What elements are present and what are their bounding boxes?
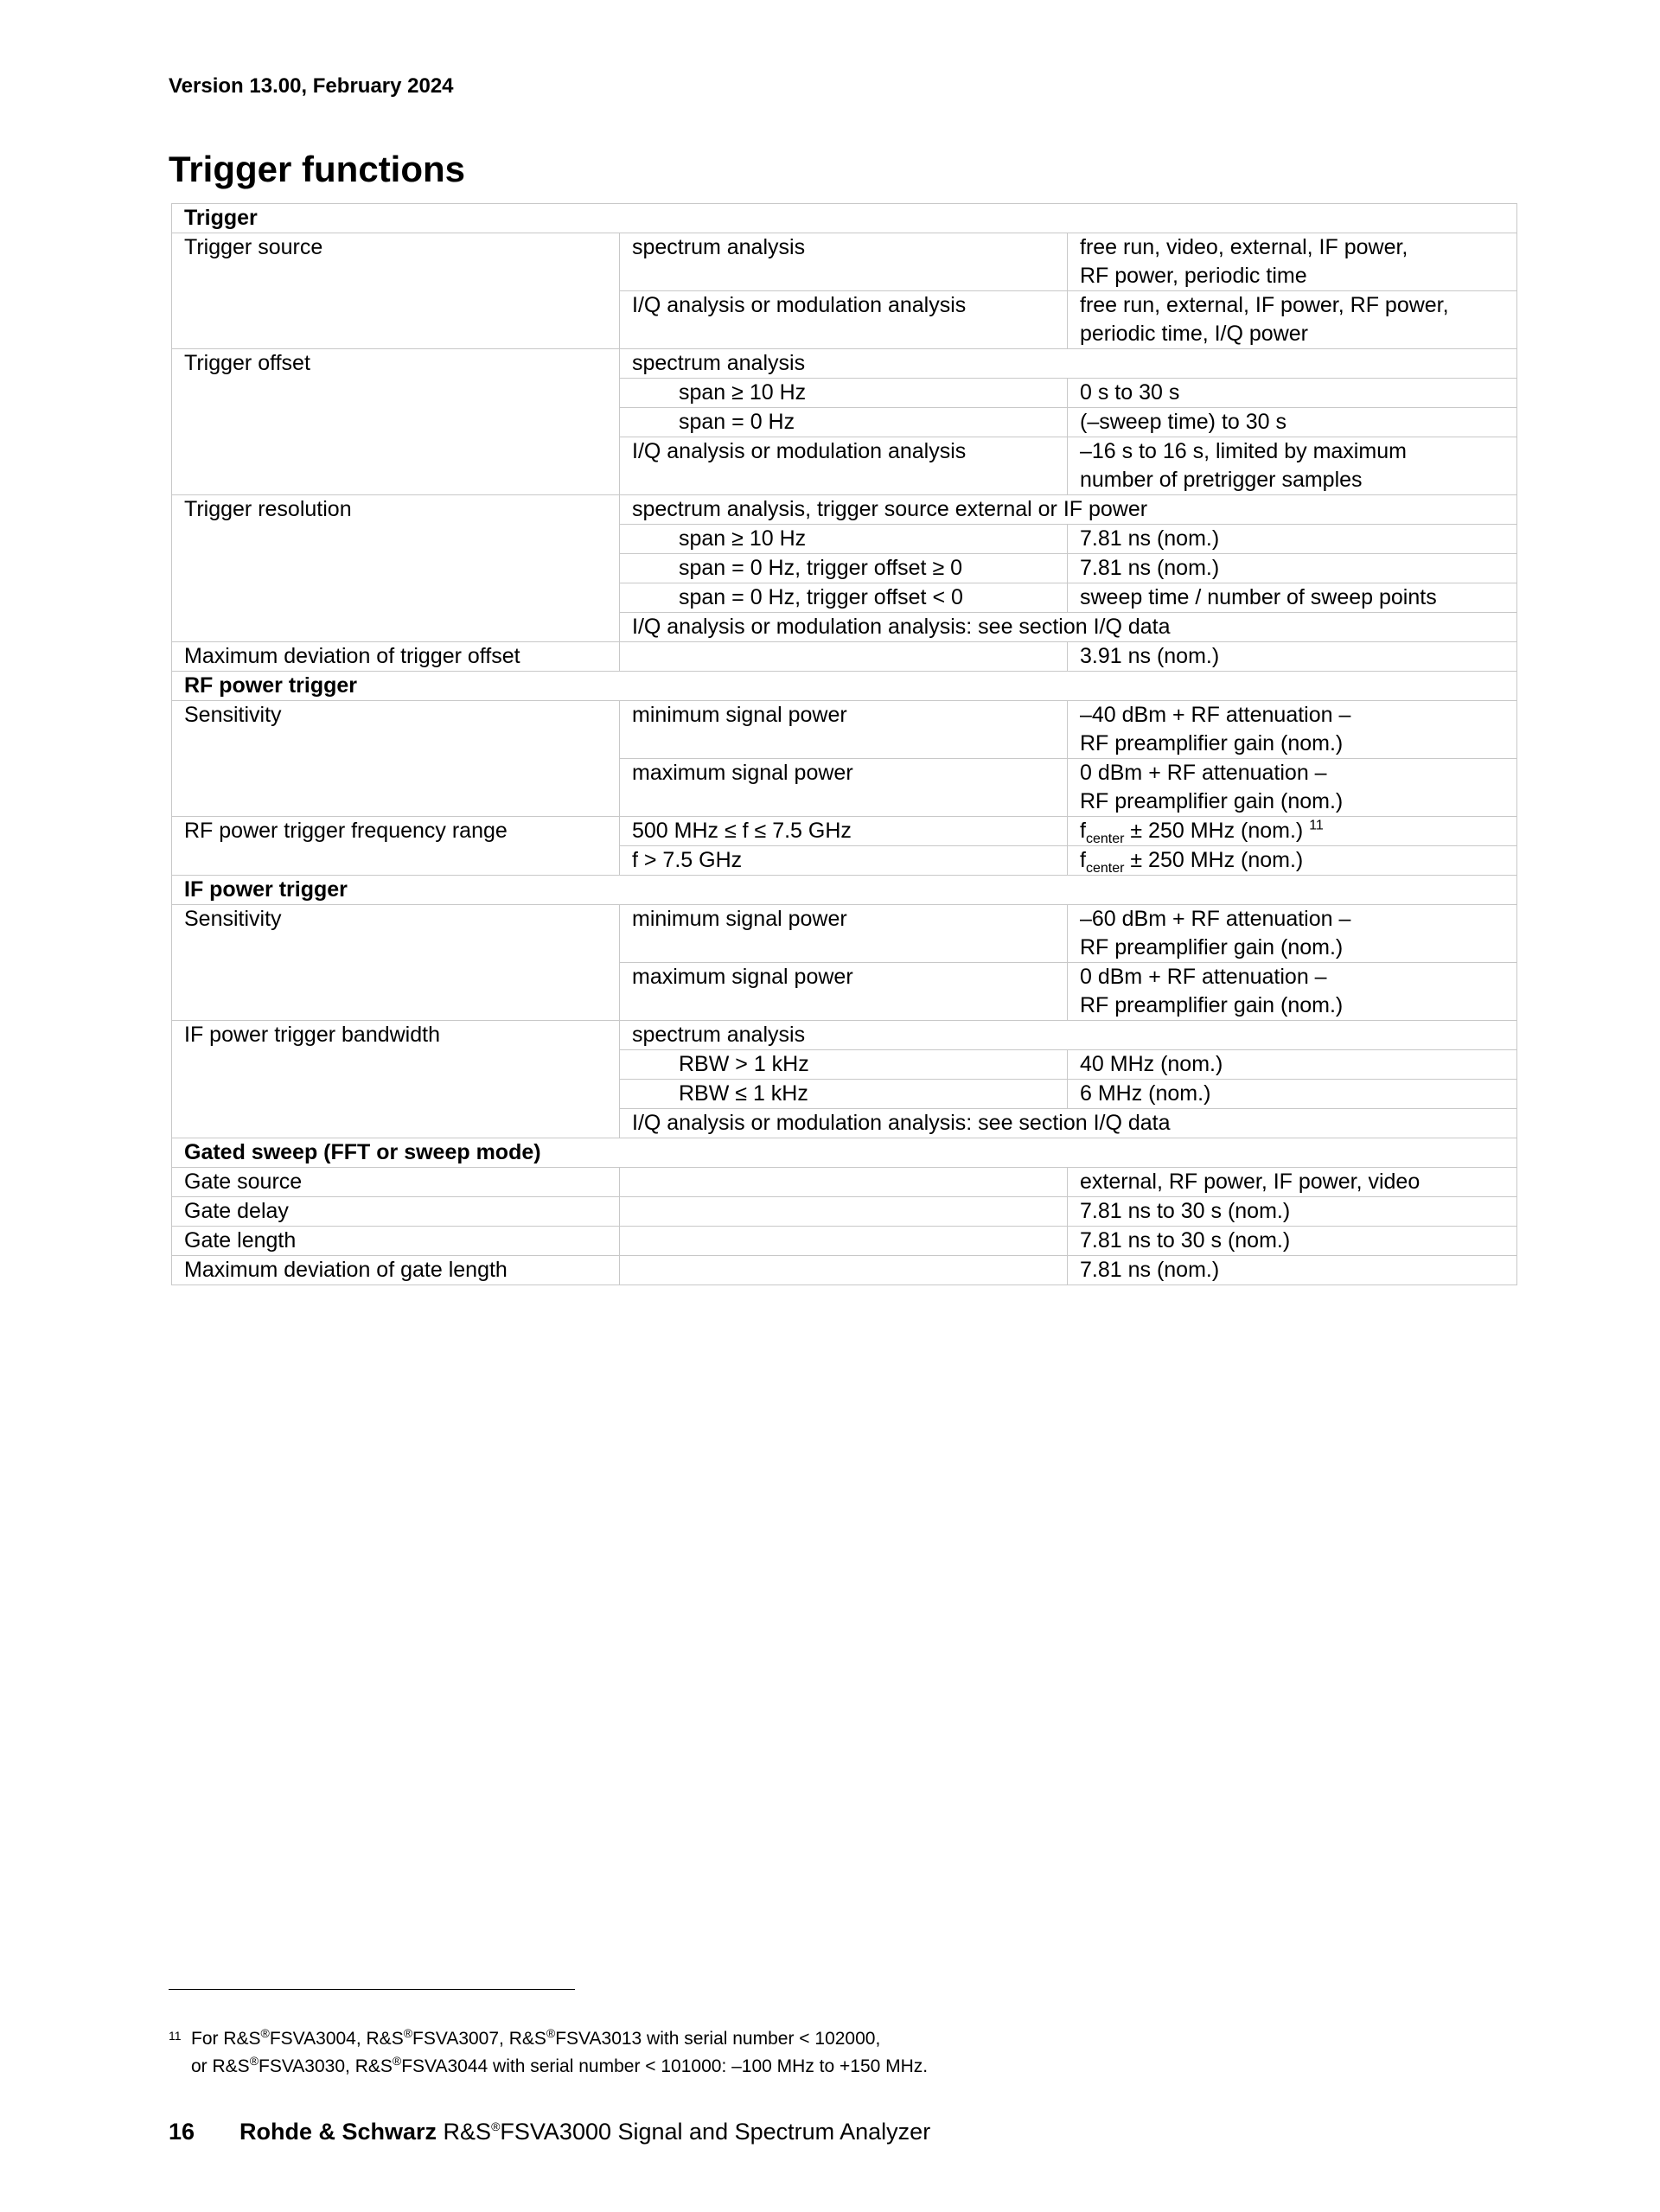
sub-condition-cell: span = 0 Hz [620, 408, 1068, 437]
param-label: RF power trigger frequency range [172, 817, 620, 876]
value-cell: sweep time / number of sweep points [1068, 583, 1517, 613]
footnote-text: FSVA3044 with serial number < 101000: –100 MHz to +150 MHz. [401, 2056, 929, 2076]
value-cell [1068, 817, 1517, 846]
sub-condition-cell: span ≥ 10 Hz [620, 379, 1068, 408]
value-line: –40 dBm + RF attenuation – [1080, 703, 1351, 727]
value-cell [1068, 437, 1517, 495]
table-row [172, 1256, 1517, 1285]
param-label: Gate source [172, 1168, 620, 1197]
sub-condition-cell: span = 0 Hz, trigger offset ≥ 0 [620, 554, 1068, 583]
section-row-rf-power-trigger [172, 672, 1517, 701]
registered-mark: ® [260, 2026, 270, 2040]
trigger-spec-table [171, 203, 1517, 1285]
footnote-text: or R&S [191, 2056, 250, 2076]
value-line: periodic time, I/Q power [1080, 322, 1308, 346]
empty-cell [620, 1197, 1068, 1227]
param-label: IF power trigger bandwidth [172, 1021, 620, 1138]
value-line: 0 dBm + RF attenuation – [1080, 965, 1327, 989]
value-cell [1068, 905, 1517, 963]
table-row [172, 905, 1517, 963]
empty-cell [620, 1227, 1068, 1256]
product-name-rest: FSVA3000 Signal and Spectrum Analyzer [500, 2119, 931, 2145]
brand-name: Rohde & Schwarz [239, 2119, 437, 2145]
condition-cell: 500 MHz ≤ f ≤ 7.5 GHz [620, 817, 1068, 846]
value-text: ± 250 MHz (nom.) [1124, 848, 1304, 872]
condition-cell: I/Q analysis or modulation analysis [620, 291, 1068, 349]
table-row [172, 817, 1517, 846]
condition-cell: minimum signal power [620, 701, 1068, 759]
sub-condition-cell: RBW > 1 kHz [620, 1050, 1068, 1080]
param-label: Trigger source [172, 233, 620, 349]
value-line: RF preamplifier gain (nom.) [1080, 935, 1344, 959]
param-label: Sensitivity [172, 905, 620, 1021]
value-cell: 0 s to 30 s [1068, 379, 1517, 408]
value-cell: 7.81 ns to 30 s (nom.) [1068, 1197, 1517, 1227]
page-number: 16 [169, 2119, 195, 2145]
footnote-text: FSVA3007, R&S [412, 2029, 546, 2049]
footnote-text: For R&S [191, 2029, 261, 2049]
value-line: number of pretrigger samples [1080, 468, 1363, 492]
value-line: –16 s to 16 s, limited by maximum [1080, 439, 1407, 463]
condition-cell: minimum signal power [620, 905, 1068, 963]
section-row-if-power-trigger [172, 876, 1517, 905]
section-row-trigger [172, 204, 1517, 233]
value-cell: external, RF power, IF power, video [1068, 1168, 1517, 1197]
sub-condition-cell: RBW ≤ 1 kHz [620, 1080, 1068, 1109]
value-cell [1068, 701, 1517, 759]
value-line: RF preamplifier gain (nom.) [1080, 789, 1344, 813]
param-label: Sensitivity [172, 701, 620, 817]
page-title: Trigger functions [169, 149, 466, 189]
sub-condition-cell: span = 0 Hz, trigger offset < 0 [620, 583, 1068, 613]
table-row [172, 1227, 1517, 1256]
value-subscript: center [1085, 832, 1125, 846]
footnote-number: 11 [169, 2029, 182, 2043]
value-cell [1068, 291, 1517, 349]
value-cell: 7.81 ns (nom.) [1068, 525, 1517, 554]
condition-cell: maximum signal power [620, 963, 1068, 1021]
condition-cell: f > 7.5 GHz [620, 846, 1068, 876]
value-line: RF power, periodic time [1080, 264, 1307, 288]
section-title: IF power trigger [172, 876, 1517, 905]
document-version: Version 13.00, February 2024 [169, 74, 454, 98]
footnote-line-2 [169, 2053, 928, 2081]
sub-condition-cell: span ≥ 10 Hz [620, 525, 1068, 554]
value-line: free run, video, external, IF power, [1080, 235, 1408, 259]
registered-mark: ® [392, 2054, 402, 2068]
section-title: Trigger [172, 204, 1517, 233]
table-row [172, 349, 1517, 379]
empty-cell [620, 642, 1068, 672]
condition-cell: spectrum analysis [620, 349, 1517, 379]
footnote-text: FSVA3004, R&S [269, 2029, 404, 2049]
value-subscript: center [1085, 861, 1125, 876]
footnote-text: FSVA3013 with serial number < 102000, [555, 2029, 881, 2049]
table-row [172, 642, 1517, 672]
condition-cell: I/Q analysis or modulation analysis: see section I/Q data [620, 1109, 1517, 1138]
table-row [172, 1021, 1517, 1050]
section-title: RF power trigger [172, 672, 1517, 701]
page-footer [169, 2119, 930, 2145]
value-symbol: f [1080, 848, 1086, 872]
registered-mark: ® [546, 2026, 556, 2040]
condition-cell: spectrum analysis, trigger source external or IF power [620, 495, 1517, 525]
condition-cell: I/Q analysis or modulation analysis: see section I/Q data [620, 613, 1517, 642]
value-line: free run, external, IF power, RF power, [1080, 293, 1449, 317]
value-cell: 6 MHz (nom.) [1068, 1080, 1517, 1109]
section-row-gated-sweep [172, 1138, 1517, 1168]
param-label: Trigger offset [172, 349, 620, 495]
param-label: Gate length [172, 1227, 620, 1256]
value-text: ± 250 MHz (nom.) [1124, 819, 1310, 843]
param-label: Maximum deviation of trigger offset [172, 642, 620, 672]
footnote [169, 2025, 928, 2081]
footnote-line-1 [169, 2025, 928, 2053]
condition-cell: maximum signal power [620, 759, 1068, 817]
value-cell: 3.91 ns (nom.) [1068, 642, 1517, 672]
registered-mark: ® [403, 2026, 413, 2040]
value-line: 0 dBm + RF attenuation – [1080, 761, 1327, 785]
param-label: Maximum deviation of gate length [172, 1256, 620, 1285]
value-cell: 7.81 ns (nom.) [1068, 1256, 1517, 1285]
condition-cell: spectrum analysis [620, 1021, 1517, 1050]
value-cell [1068, 233, 1517, 291]
table-row [172, 1197, 1517, 1227]
param-label: Trigger resolution [172, 495, 620, 642]
value-cell [1068, 846, 1517, 876]
value-line: RF preamplifier gain (nom.) [1080, 993, 1344, 1017]
table-row [172, 495, 1517, 525]
footnote-text: FSVA3030, R&S [259, 2056, 393, 2076]
footnote-ref: 11 [1309, 818, 1324, 833]
registered-mark: ® [491, 2120, 501, 2133]
value-cell: (–sweep time) to 30 s [1068, 408, 1517, 437]
table-row [172, 233, 1517, 291]
empty-cell [620, 1168, 1068, 1197]
value-cell: 7.81 ns (nom.) [1068, 554, 1517, 583]
product-name: R&S [437, 2119, 492, 2145]
param-label: Gate delay [172, 1197, 620, 1227]
registered-mark: ® [249, 2054, 259, 2068]
condition-cell: I/Q analysis or modulation analysis [620, 437, 1068, 495]
table-row [172, 701, 1517, 759]
value-symbol: f [1080, 819, 1086, 843]
section-title: Gated sweep (FFT or sweep mode) [172, 1138, 1517, 1168]
value-line: RF preamplifier gain (nom.) [1080, 731, 1344, 755]
value-cell [1068, 759, 1517, 817]
footnote-divider [169, 1989, 575, 1990]
value-cell: 7.81 ns to 30 s (nom.) [1068, 1227, 1517, 1256]
empty-cell [620, 1256, 1068, 1285]
condition-cell: spectrum analysis [620, 233, 1068, 291]
table-row [172, 1168, 1517, 1197]
value-cell: 40 MHz (nom.) [1068, 1050, 1517, 1080]
value-cell [1068, 963, 1517, 1021]
value-line: –60 dBm + RF attenuation – [1080, 907, 1351, 931]
